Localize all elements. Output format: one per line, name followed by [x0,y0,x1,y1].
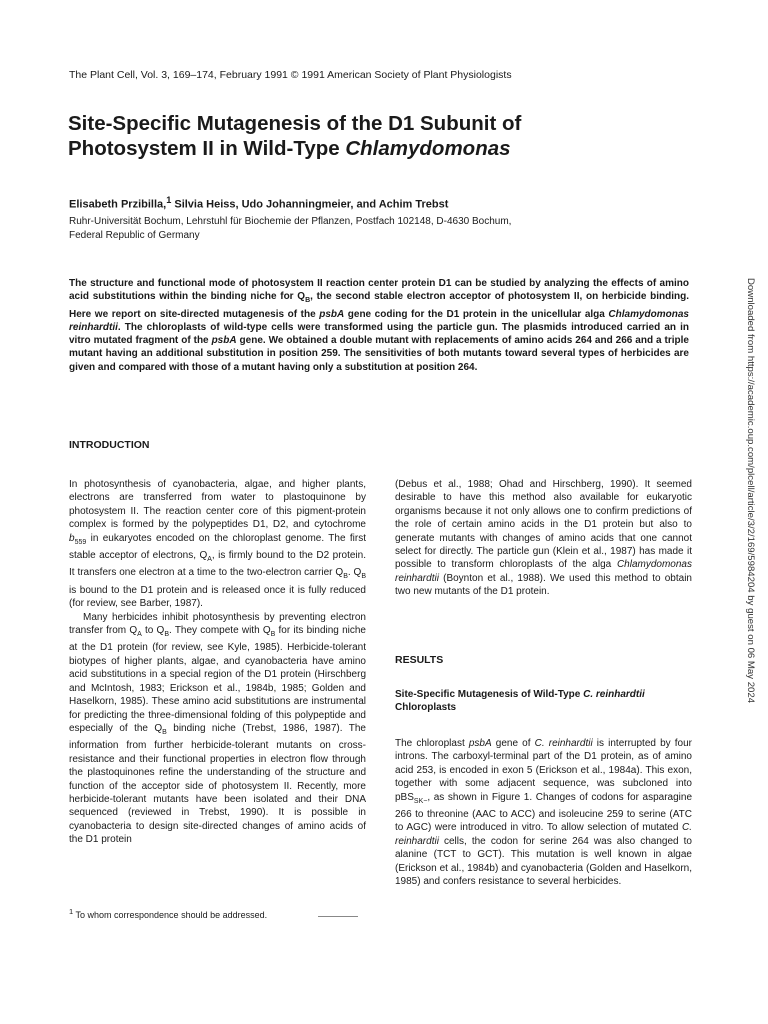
abstract-gene-name: psbA [319,308,345,320]
intro-paragraph-1 [69,478,366,611]
abstract-text: gene coding for the D1 protein in the unicellular alga [344,308,609,320]
abstract-text: gene. We obtained a double mutant with replacements of amino acids 264 and 266 and a triple mutant having an additional substitution in position 259. The sensitivities of both mutants toward several types of herbicides are given and compared with those of a mutant having only a substitution at position 264. [69,335,689,373]
download-watermark: Downloaded from https://academic.oup.com/plcell/article/3/2/169/5984204 by guest on 06 May 2024 [745,278,756,704]
body-subscript: 559 [74,538,87,546]
body-italic: b [69,532,75,544]
affiliation-line-1: Ruhr-Universität Bochum, Lehrstuhl für Biochemie der Pflanzen, Postfach 102148, D-4630 Bochum, [69,216,512,227]
body-text: . They compete with Q [169,625,271,637]
body-text: . Q [347,567,362,579]
journal-citation-line: The Plant Cell, Vol. 3, 169–174, February 1991 © 1991 American Society of Plant Physiologists [69,69,512,81]
body-text: , is firmly bound to the D2 protein. It transfers one electron at a time to the two-electron carrier Q [69,550,366,579]
other-authors: Silvia Heiss, Udo Johanningmeier, and Achim Trebst [171,198,449,211]
section-heading-results: RESULTS [395,654,444,666]
abstract-text: The structure and functional mode of photosystem II reaction center protein D1 can be studied by analyzing the effects of amino acid substitutions within the binding niche for Q [69,278,689,303]
footnote-mark: 1 [69,907,74,916]
subheading-text: Site-Specific Mutagenesis of Wild-Type [395,689,584,700]
left-column [69,478,366,847]
body-italic: C. reinhardtii [534,738,593,749]
body-subscript: A [137,631,142,639]
footnote-text: To whom correspondence should be addressed. [73,910,268,920]
author-list [69,195,448,211]
abstract-subscript: B [305,297,311,305]
body-subscript: B [361,573,366,581]
body-text: binding niche (Trebst, 1986, 1987). The information from further herbicide-tolerant mutants on cross-resistance and their functional properties in electron flow through the plastoquinones refine the understanding of the structure and function of the acceptor side of photosystem II. Recently, more herbicide-tolerant mutants have been isolated and their DNA sequenced (reviewed in Trebst, 1990). It is possible in cyanobacteria to design site-directed changes of amino acids of the D1 protein [69,722,366,846]
title-line-2: Photosystem II in Wild-Type [68,137,346,160]
results-subheading [395,688,692,715]
body-subscript: B [270,631,276,639]
abstract [69,277,689,374]
body-text: is interrupted by four introns. The carboxyl-terminal part of the D1 protein, as of amino acid 253, is encoded in exon 5 (Erickson et al., 1984a). This exon, together with some adjacent sequence, was subcloned into pBS [395,738,693,803]
body-text: (Debus et al., 1988; Ohad and Hirschberg, 1990). It seemed desirable to have this method also available for eukaryotic organisms because it not only allows one to confirm predictions of the role of certain amino acids in the D1 protein but also to generate mutants with changes of amino acids that one cannot select for directly. The particle gun (Klein et al., 1987) has made it possible to transform chloroplasts of the alga [395,479,692,571]
subheading-text: Chloroplasts [395,702,457,714]
body-text: is bound to the D1 protein and is released once it is fully reduced (for review, see Barber, 1987). [69,584,366,610]
body-subscript: B [164,631,170,639]
first-author: Elisabeth Przibilla, [69,198,167,211]
body-subscript: A [207,556,212,564]
title-line-1: Site-Specific Mutagenesis of the D1 Subunit of [68,112,522,135]
affiliation [69,215,689,243]
author-footnote-mark: 1 [166,195,172,205]
body-text: cells, the codon for serine 264 was also changed to alanine (TCT to GCT). This mutation is well known in algae (Erickson et al., 1984b) and cyanobacteria (Golden and Haselkorn, 1985) and confers resistance to several herbicides. [395,835,692,888]
body-text: The chloroplast [395,738,469,749]
abstract-gene-name: psbA [211,335,237,347]
affiliation-line-2: Federal Republic of Germany [69,230,200,241]
intro-paragraph-2 [69,611,366,847]
footnote-divider [318,916,358,917]
title-organism: Chlamydomonas [345,137,511,160]
body-text: , as shown in Figure 1. Changes of codons for asparagine 266 to threonine (AAC to ACC) and isoleucine 259 to serine (ATC to AGC) were introduced in vitro. To allow selection of mutated [395,791,692,834]
abstract-text: . The chloroplasts of wild-type cells were transformed using the particle gun. The plasmids introduced carried an in vitro mutated fragment of the [69,321,689,347]
abstract-organism: Chlamydomonas reinhardtii [69,308,689,333]
correspondence-footnote [69,907,267,920]
body-text: Many herbicides inhibit photosynthesis by preventing electron transfer from Q [69,611,366,637]
body-text: (Boynton et al., 1988). We used this method to obtain two new mutants of the D1 protein. [395,572,692,598]
abstract-text: , the second stable electron acceptor of photosystem II, on herbicide binding. Here we report on site-directed mutagenesis of the [69,291,689,320]
paper-title [68,111,708,161]
body-subscript: SK− [413,797,428,805]
body-text: to Q [141,625,165,637]
body-text: for its binding niche at the D1 protein (for review, see Kyle, 1985). Herbicide-tolerant biotypes of higher plants, algae, and cyanobacteria have amino acid substitutions in a special region of the D1 protein (Hirschberg and McIntosh, 1983; Erickson et al., 1984b, 1985; Golden and Haselkorn, 1985). These amino acid substitutions are instrumental for predicting the three-dimensional folding of this polypeptide and especially of the Q [69,625,366,734]
intro-paragraph-3 [395,478,692,599]
body-italic: Chlamydomonas reinhardtii [395,559,692,584]
subheading-italic: C. reinhardtii [583,689,645,700]
body-text: In photosynthesis of cyanobacteria, algae, and higher plants, electrons are transferred from water to plastoquinone by photosystem II. The reaction center core of this pigment-protein complex is formed by the polypeptides D1, D2, and cytochrome [69,479,366,531]
body-text: gene of [491,738,535,749]
results-body [395,737,692,888]
section-heading-introduction: INTRODUCTION [69,439,150,451]
results-paragraph-1 [395,737,692,888]
body-subscript: B [343,573,348,581]
body-text: in eukaryotes encoded on the chloroplast genome. The first stable acceptor of electrons, Q [69,532,366,562]
body-subscript: B [162,728,167,736]
right-column [395,478,692,599]
body-italic: C. reinhardtii [395,822,692,847]
body-italic: psbA [468,738,492,749]
